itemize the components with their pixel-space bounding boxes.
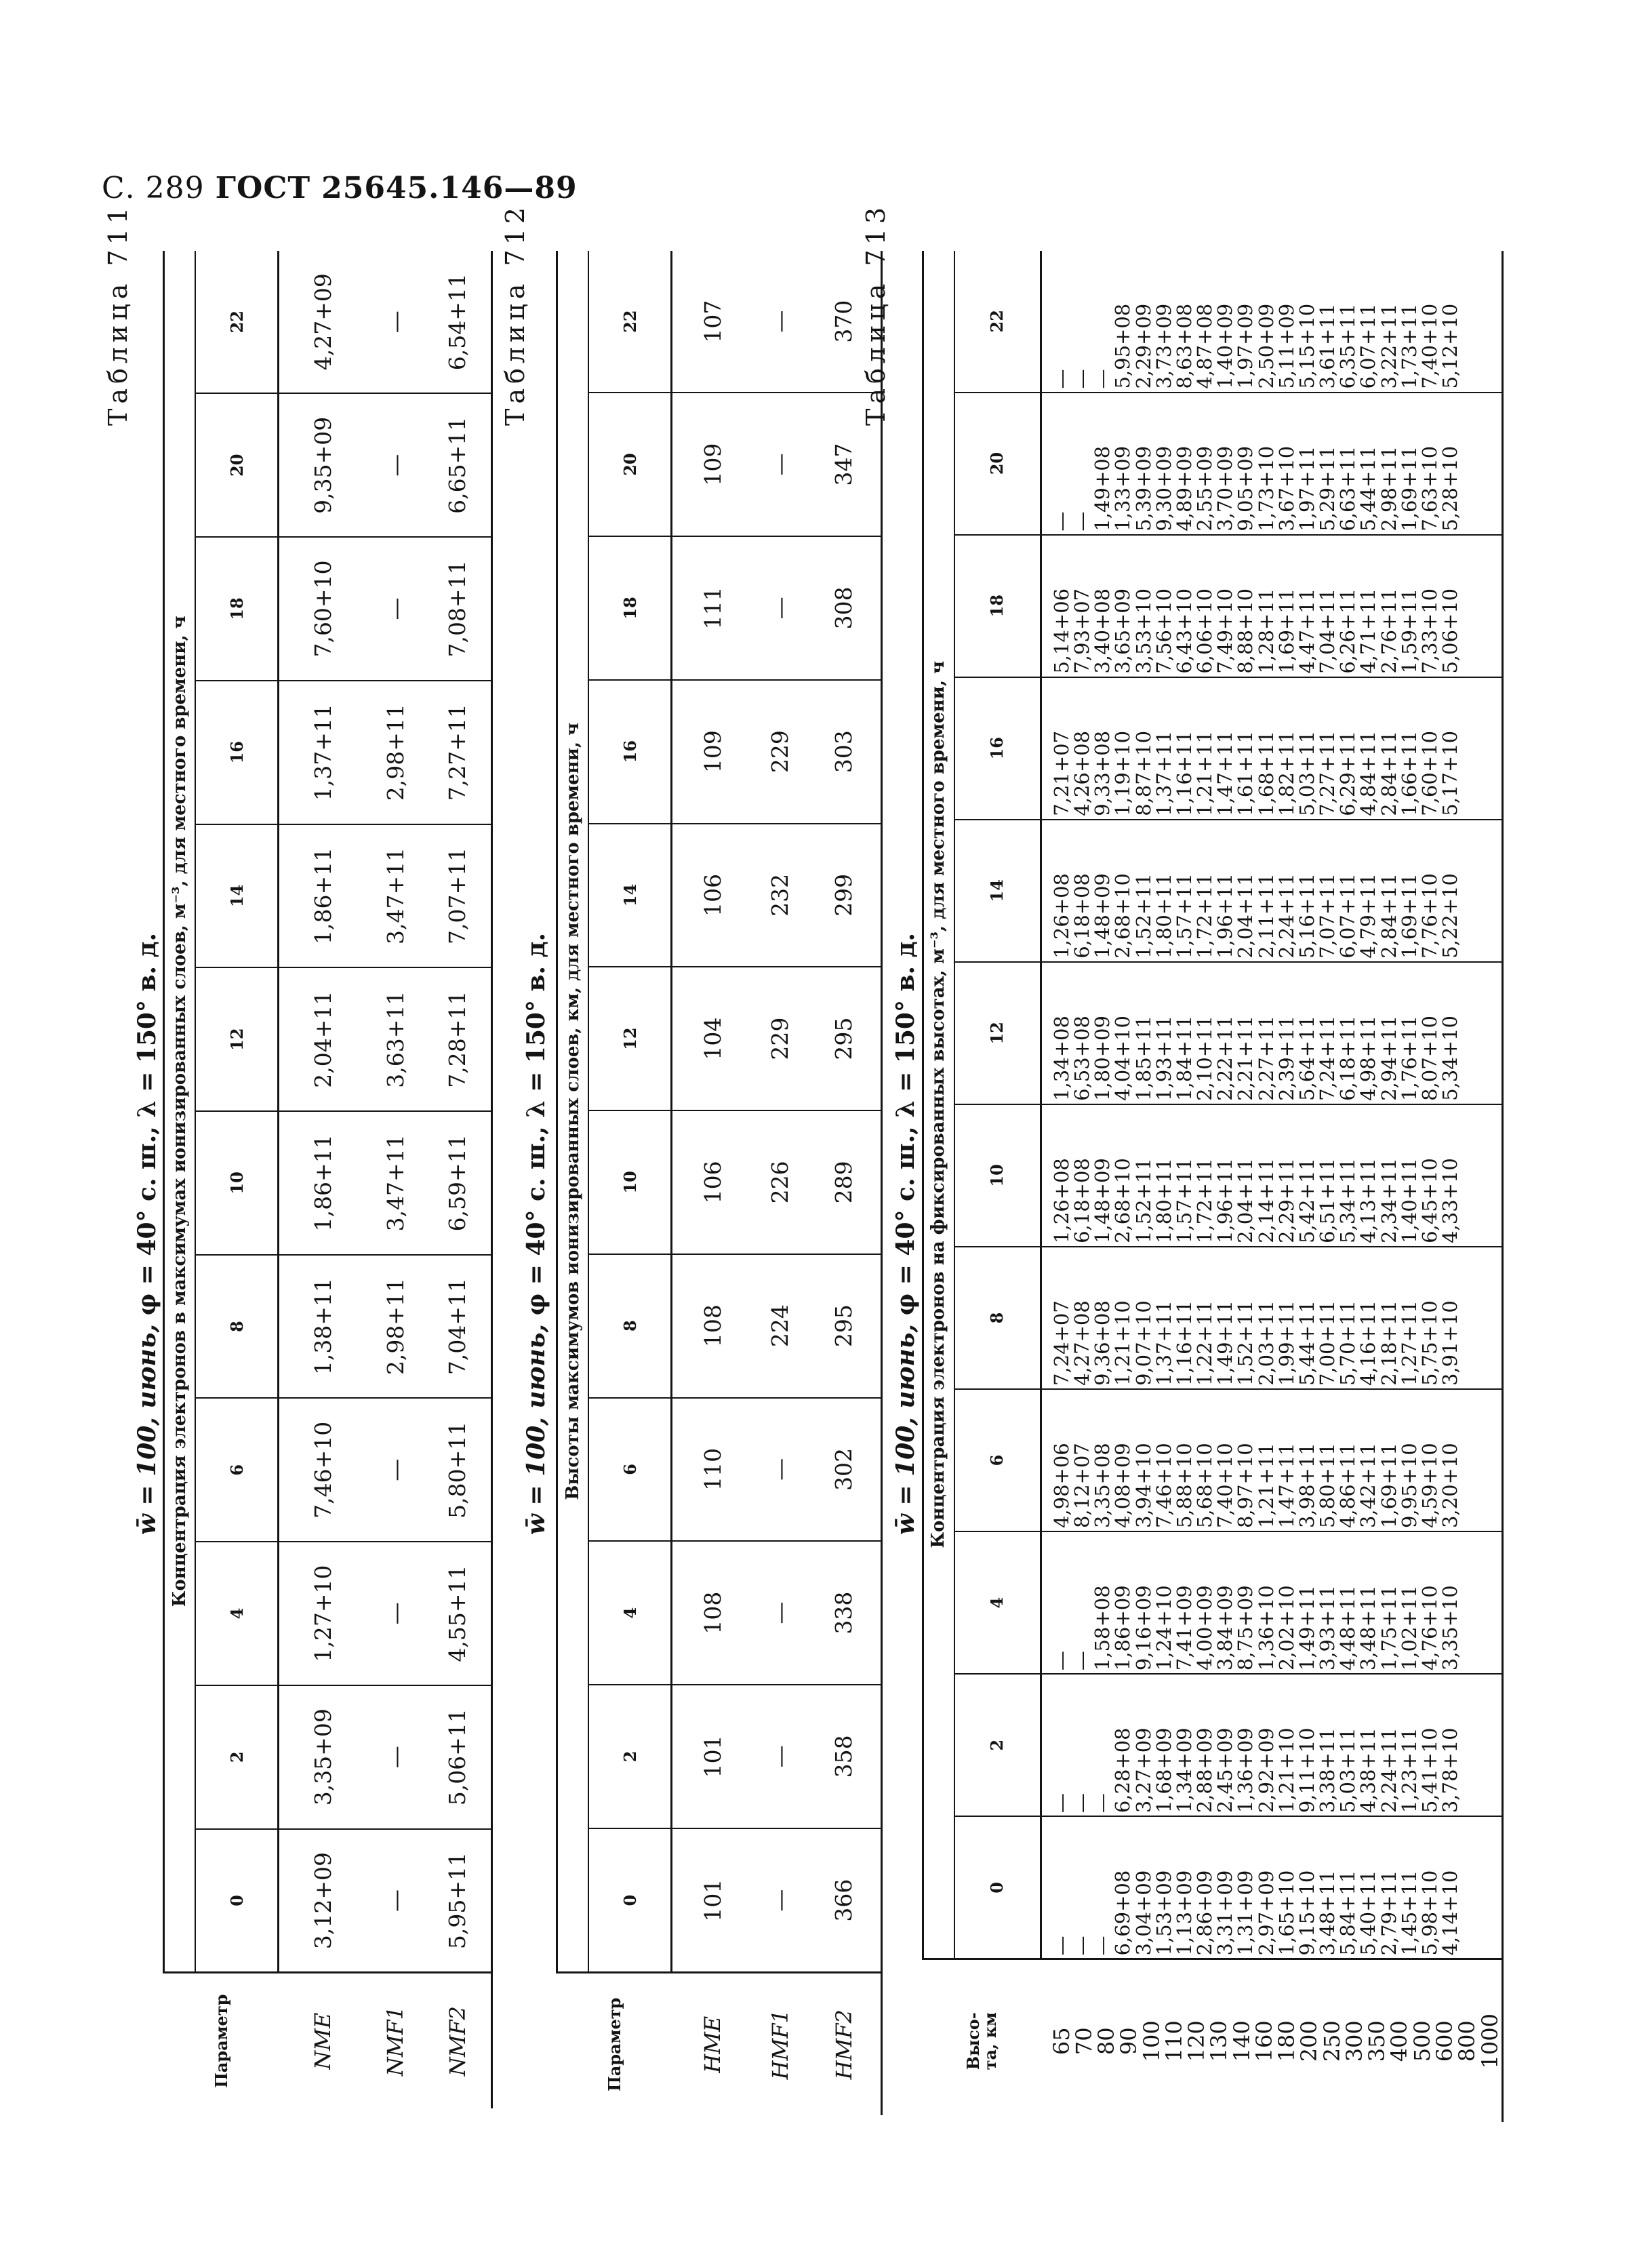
table-row xyxy=(279,251,367,2108)
table-712 xyxy=(556,251,883,2115)
value-cell: 7,60+10 xyxy=(279,537,367,681)
hour-header: 10 xyxy=(954,1104,1041,1247)
value-cell: 108 xyxy=(672,1541,753,1685)
value-cell: 2,04+11 xyxy=(279,967,367,1111)
hour-header: 2 xyxy=(588,1685,672,1828)
value-cell: 4,55+11 xyxy=(424,1542,492,1685)
hour-header: 10 xyxy=(195,1111,279,1255)
param-name: NMF2 xyxy=(424,1973,492,2108)
group-header: Концентрация электронов на фиксированных высотах, м⁻³, для местного времени, ч xyxy=(923,251,955,1959)
value-cell: 107 xyxy=(699,300,726,343)
value-cell: 347 xyxy=(807,393,882,536)
hour-header: 18 xyxy=(954,535,1041,677)
value-cell: 1,27+10 xyxy=(279,1542,367,1685)
value-cell: 289 xyxy=(807,1110,882,1254)
value-column: 1,34+08 6,53+08 1,80+09 4,04+10 1,85+11 1,93+11 1,84+11 2,10+11 2,22+11 2,21+11 2,27+11 2,39+11 5,64+11 7,24+11 6,18+11 4,98+11 2,94+11 1,76+11 8,07+10 5,34+10 xyxy=(1041,962,1503,1104)
value-cell: 101 xyxy=(672,1685,753,1828)
hour-header: 2 xyxy=(954,1674,1041,1816)
value-cell: 303 xyxy=(807,680,882,824)
param-name: HMF2 xyxy=(807,1973,882,2115)
value-cell: 111 xyxy=(672,536,753,680)
value-cell: — xyxy=(753,1541,807,1685)
table-row xyxy=(1041,251,1503,2122)
table-row xyxy=(753,251,807,2115)
param-name: HME xyxy=(672,1973,753,2115)
value-cell: — xyxy=(367,537,424,681)
value-cell: 7,04+11 xyxy=(424,1255,492,1399)
value-cell: — xyxy=(753,393,807,536)
value-cell: 1,37+11 xyxy=(279,681,367,824)
hour-header: 6 xyxy=(195,1398,279,1542)
table-713 xyxy=(922,251,1504,2122)
table-713-label: Таблица 713 xyxy=(861,202,891,426)
value-cell: 7,08+11 xyxy=(424,537,492,681)
value-cell: 226 xyxy=(753,1110,807,1254)
hour-header: 16 xyxy=(954,677,1041,820)
table-712-label: Таблица 712 xyxy=(500,202,530,426)
hour-header: 0 xyxy=(195,1829,279,1973)
value-cell: 229 xyxy=(753,967,807,1110)
value-cell: 109 xyxy=(672,393,753,536)
value-cell: 1,38+11 xyxy=(279,1255,367,1399)
value-cell: 3,63+11 xyxy=(367,967,424,1111)
hour-header: 20 xyxy=(195,393,279,537)
value-cell: 1,86+11 xyxy=(279,824,367,968)
value-cell: 7,46+10 xyxy=(279,1398,367,1542)
value-column: 7,24+07 4,27+08 9,36+08 1,21+10 9,07+10 1,37+11 1,16+11 1,22+11 1,49+11 1,52+11 2,03+11 1,99+11 5,44+11 7,00+11 5,70+11 4,16+11 2,18+11 1,27+11 5,75+10 3,91+10 xyxy=(1041,1247,1503,1389)
value-cell: — xyxy=(367,393,424,537)
value-cell: 5,06+11 xyxy=(424,1685,492,1829)
value-column: 1,26+08 6,18+08 1,48+09 2,68+10 1,52+11 1,80+11 1,57+11 1,72+11 1,96+11 2,04+11 2,11+11 2,24+11 5,16+11 7,07+11 6,07+11 4,79+11 2,84+11 1,69+11 7,76+10 5,22+10 xyxy=(1041,820,1503,962)
value-cell: 6,54+11 xyxy=(424,251,492,393)
table-711-label: Таблица 711 xyxy=(103,202,133,426)
value-cell: 308 xyxy=(807,536,882,680)
hour-header: 12 xyxy=(588,967,672,1110)
value-cell: 224 xyxy=(753,1254,807,1398)
param-header: Параметр xyxy=(164,1973,279,2108)
group-header: Концентрация электронов в максимумах ионизированных слоев, м⁻³, для местного времени, ч xyxy=(164,251,196,1973)
value-cell: 299 xyxy=(807,824,882,967)
value-cell: — xyxy=(382,310,409,334)
param-header: Параметр xyxy=(557,1973,672,2115)
hour-header: 14 xyxy=(195,824,279,968)
value-cell: 109 xyxy=(672,680,753,824)
hour-header: 4 xyxy=(954,1531,1041,1674)
value-cell: 3,35+09 xyxy=(279,1685,367,1829)
table-row xyxy=(367,251,424,2108)
hour-header: 22 xyxy=(588,251,672,393)
hour-header: 4 xyxy=(588,1541,672,1685)
height-header: Высо- та, км xyxy=(923,1959,1041,2122)
value-cell: 9,35+09 xyxy=(279,393,367,537)
hour-header: 22 xyxy=(954,251,1041,393)
value-cell: 5,80+11 xyxy=(424,1398,492,1542)
value-cell: — xyxy=(367,1398,424,1542)
value-cell: — xyxy=(753,1398,807,1542)
value-cell: 2,98+11 xyxy=(367,1255,424,1399)
value-cell: 101 xyxy=(672,1828,753,1973)
hour-header: 16 xyxy=(588,680,672,824)
value-cell: 338 xyxy=(807,1541,882,1685)
table-row xyxy=(672,251,753,2115)
param-name: NME xyxy=(279,1973,367,2108)
value-cell: 4,27+09 xyxy=(309,273,336,371)
value-column: — — 1,49+08 1,33+09 5,39+09 9,30+09 4,89+09 2,55+09 3,70+09 9,05+09 1,73+10 3,67+10 1,97+11 5,29+11 6,63+11 5,44+11 2,98+11 1,69+11 7,63+10 5,28+10 xyxy=(1041,393,1503,535)
hour-header: 4 xyxy=(195,1542,279,1685)
value-cell: — xyxy=(367,1829,424,1973)
value-cell: 7,07+11 xyxy=(424,824,492,968)
value-cell: 2,98+11 xyxy=(367,681,424,824)
table-row xyxy=(424,251,492,2108)
value-cell: 3,47+11 xyxy=(367,1111,424,1255)
value-cell: 7,28+11 xyxy=(424,967,492,1111)
group-header: Высоты максимумов ионизированных слоев, км, для местного времени, ч xyxy=(557,251,589,1973)
hour-header: 16 xyxy=(195,681,279,824)
value-column: — — — 5,95+08 2,29+09 3,73+09 8,63+08 4,87+08 1,40+09 1,97+09 2,50+09 5,11+09 5,15+10 3,61+11 6,35+11 6,07+11 3,22+11 1,73+11 7,40+10 5,12+10 xyxy=(1041,251,1503,393)
value-cell: 106 xyxy=(672,1110,753,1254)
value-cell: — xyxy=(753,1828,807,1973)
value-cell: 6,59+11 xyxy=(424,1111,492,1255)
standard-name: ГОСТ xyxy=(215,171,311,205)
hour-header: 6 xyxy=(588,1398,672,1542)
hour-header: 18 xyxy=(195,537,279,681)
value-column: 7,21+07 4,26+08 9,33+08 1,19+10 8,87+10 1,37+11 1,16+11 1,21+11 1,47+11 1,61+11 1,68+11 1,82+11 5,03+11 7,27+11 6,29+11 4,84+11 2,84+11 1,66+11 7,60+10 5,17+10 xyxy=(1041,677,1503,820)
value-cell: — xyxy=(753,1685,807,1828)
page-header xyxy=(102,171,578,205)
hour-header: 0 xyxy=(588,1828,672,1973)
value-cell: 366 xyxy=(807,1828,882,1973)
value-cell: 370 xyxy=(807,251,882,393)
table-712-caption: w̄ = 100, июнь, φ = 40° с. ш., λ = 150° в. д. xyxy=(522,932,550,1536)
hour-header: 14 xyxy=(954,820,1041,962)
height-column: 65 70 80 90 100 110 120 130 140 160 180 200 250 300 350 400 500 600 800 1000 xyxy=(1041,1959,1503,2122)
value-column: — — 1,58+08 1,86+09 9,16+09 1,24+10 7,41+09 4,00+09 3,84+09 8,75+09 1,36+10 2,02+10 1,49+11 3,93+11 4,48+11 3,48+11 1,75+11 1,02+11 4,76+10 3,35+10 xyxy=(1041,1531,1503,1674)
param-name: HMF1 xyxy=(753,1973,807,2115)
hour-header: 12 xyxy=(195,967,279,1111)
value-cell: 232 xyxy=(753,824,807,967)
hour-header: 20 xyxy=(954,393,1041,535)
value-column: — — — 6,28+08 3,27+09 1,68+09 1,34+09 2,88+09 2,45+09 1,36+09 2,92+09 1,21+10 9,11+10 3,38+11 5,03+11 4,38+11 2,24+11 1,23+11 5,41+10 3,78+10 xyxy=(1041,1674,1503,1816)
table-711 xyxy=(163,251,493,2108)
value-cell: 358 xyxy=(807,1685,882,1828)
value-cell: 302 xyxy=(807,1398,882,1542)
value-cell: 3,47+11 xyxy=(367,824,424,968)
value-column: 4,98+06 8,12+07 3,35+08 4,08+09 3,94+10 7,46+10 5,88+10 5,68+10 7,40+10 8,97+10 1,21+11 1,47+11 3,98+11 5,80+11 4,86+11 3,42+11 1,69+11 9,95+10 4,59+10 3,20+10 xyxy=(1041,1389,1503,1531)
value-column: 5,14+06 7,93+07 3,40+08 3,65+09 3,53+10 7,56+10 6,43+10 6,06+10 7,49+10 8,88+10 1,28+11 1,69+11 4,47+11 7,04+11 6,26+11 4,71+11 2,76+11 1,59+11 7,33+10 5,06+10 xyxy=(1041,535,1503,677)
hour-header: 8 xyxy=(588,1254,672,1398)
value-cell: — xyxy=(767,310,793,333)
value-cell: — xyxy=(367,1542,424,1685)
value-cell: 108 xyxy=(672,1254,753,1398)
hour-header: 20 xyxy=(588,393,672,536)
hour-header: 2 xyxy=(195,1685,279,1829)
page-number: С. 289 xyxy=(102,171,205,205)
value-cell: 295 xyxy=(807,1254,882,1398)
value-cell: 5,95+11 xyxy=(424,1829,492,1973)
hour-header: 0 xyxy=(954,1816,1041,1959)
hour-header: 8 xyxy=(954,1247,1041,1389)
table-row xyxy=(807,251,882,2115)
param-name: NMF1 xyxy=(367,1973,424,2108)
value-column: — — — 6,69+08 3,04+09 1,53+09 1,13+09 2,86+09 3,31+09 1,31+09 2,97+09 1,65+10 9,15+10 3,48+11 5,84+11 5,40+11 2,79+11 1,45+11 5,98+10 4,14+10 xyxy=(1041,1816,1503,1959)
value-cell: 7,27+11 xyxy=(424,681,492,824)
value-cell: 106 xyxy=(672,824,753,967)
hour-header: 8 xyxy=(195,1255,279,1399)
hour-header: 18 xyxy=(588,536,672,680)
value-cell: 6,65+11 xyxy=(424,393,492,537)
value-cell: 295 xyxy=(807,967,882,1110)
hour-header: 6 xyxy=(954,1389,1041,1531)
table-713-caption: w̄ = 100, июнь, φ = 40° с. ш., λ = 150° в. д. xyxy=(891,932,920,1536)
value-cell: 104 xyxy=(672,967,753,1110)
hour-header: 14 xyxy=(588,824,672,967)
value-cell: — xyxy=(367,1685,424,1829)
value-cell: 1,86+11 xyxy=(279,1111,367,1255)
value-column: 1,26+08 6,18+08 1,48+09 2,68+10 1,52+11 1,80+11 1,57+11 1,72+11 1,96+11 2,04+11 2,14+11 2,29+11 5,42+11 6,51+11 5,34+11 4,13+11 2,34+11 1,40+11 6,45+10 4,33+10 xyxy=(1041,1104,1503,1247)
standard-number: 25645.146—89 xyxy=(321,171,578,205)
value-cell: 3,12+09 xyxy=(279,1829,367,1973)
hour-header: 10 xyxy=(588,1110,672,1254)
table-711-caption: w̄ = 100, июнь, φ = 40° с. ш., λ = 150° в. д. xyxy=(133,932,161,1536)
value-cell: — xyxy=(753,536,807,680)
value-cell: 110 xyxy=(672,1398,753,1542)
hour-header: 22 xyxy=(195,251,279,393)
value-cell: 229 xyxy=(753,680,807,824)
hour-header: 12 xyxy=(954,962,1041,1104)
